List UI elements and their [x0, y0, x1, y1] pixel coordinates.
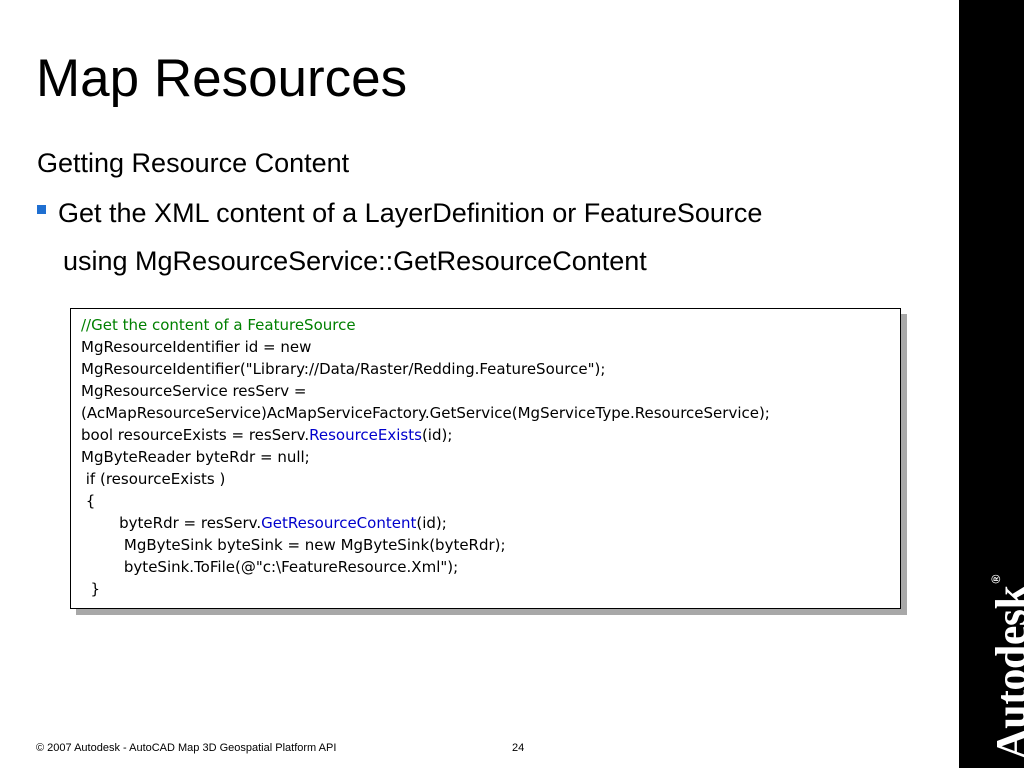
code-text: (id); — [416, 514, 447, 532]
code-text: byteRdr = resServ. — [81, 514, 262, 532]
code-line — [81, 424, 900, 446]
autodesk-logo — [987, 575, 1036, 760]
code-line: MgResourceIdentifier("Library://Data/Raster/Redding.FeatureSource"); — [81, 360, 606, 378]
code-method-name: GetResourceContent — [261, 514, 417, 532]
bullet-item — [37, 196, 762, 230]
slide-title: Map Resources — [36, 49, 408, 108]
code-method-name: ResourceExists — [309, 426, 422, 444]
bullet-text-line2: using MgResourceService::GetResourceContent — [63, 246, 647, 276]
footer-copyright: © 2007 Autodesk - AutoCAD Map 3D Geospatial Platform API — [36, 742, 337, 754]
code-text: (id); — [421, 426, 453, 444]
code-line: MgByteSink byteSink = new MgByteSink(byteRdr); — [81, 536, 506, 554]
bullet-text-line1: Get the XML content of a LayerDefinition or FeatureSource — [58, 198, 763, 228]
code-line — [81, 512, 900, 534]
logo-text: Autodesk — [987, 585, 1036, 760]
code-line: MgResourceIdentifier id = new — [81, 338, 312, 356]
slide-subtitle: Getting Resource Content — [37, 148, 350, 178]
square-bullet-icon — [37, 205, 46, 214]
code-comment: //Get the content of a FeatureSource — [81, 316, 356, 334]
code-line: if (resourceExists ) — [81, 470, 226, 488]
code-line: byteSink.ToFile(@"c:\FeatureResource.Xml"); — [81, 558, 459, 576]
code-sample — [70, 308, 901, 609]
code-line: { — [81, 492, 96, 510]
code-line: MgByteReader byteRdr = null; — [81, 448, 310, 466]
code-line: } — [81, 580, 101, 598]
code-line: MgResourceService resServ = — [81, 382, 307, 400]
code-text: bool resourceExists = resServ. — [81, 426, 310, 444]
registered-mark: ® — [989, 575, 1003, 584]
page-number: 24 — [512, 742, 525, 754]
code-line: (AcMapResourceService)AcMapServiceFactory.GetService(MgServiceType.ResourceService); — [81, 404, 770, 422]
